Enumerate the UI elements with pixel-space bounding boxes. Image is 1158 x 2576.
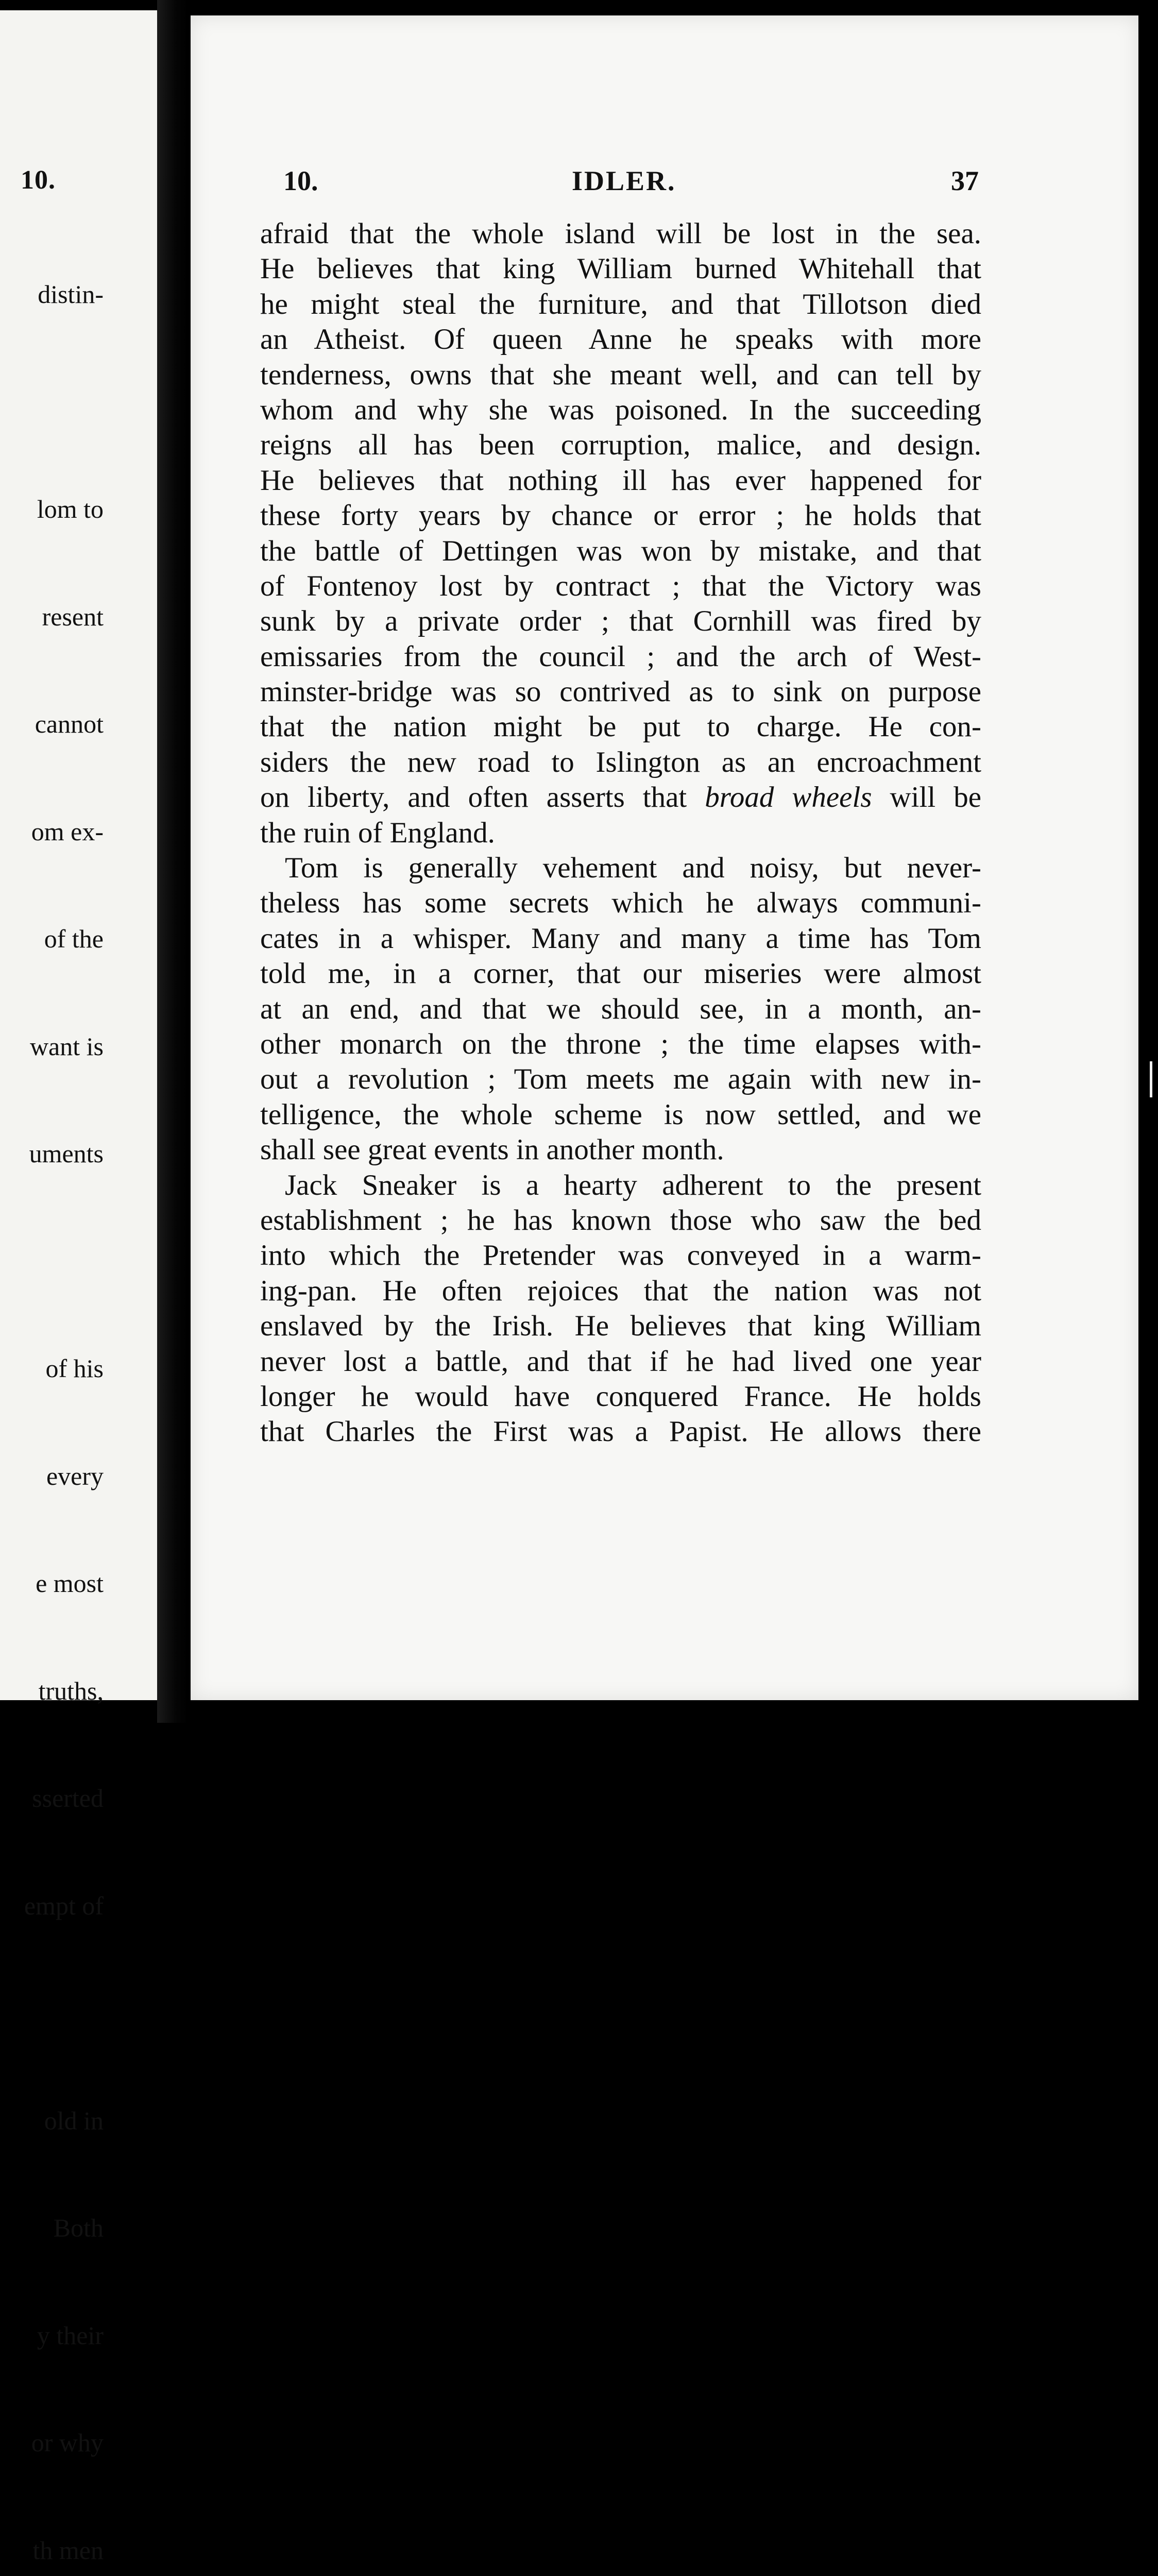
text-line (14, 1995, 104, 2031)
text-line: that the nation might be put to charge. He con- (260, 710, 981, 743)
text-line: om ex- (31, 817, 104, 846)
text-line: sunk by a private order ; that Cornhill was fired by (260, 605, 981, 638)
text-line: empt of (24, 1891, 104, 1920)
text-line: He believes that king William burned Whitehall that (260, 252, 981, 285)
text-line: an Atheist. Of queen Anne he speaks with more (260, 323, 981, 356)
page-body (260, 216, 981, 1450)
text-line: shall see great events in another month. (260, 1133, 724, 1166)
text-line: at an end, and that we should see, in a month, an- (260, 992, 981, 1025)
text-line (14, 384, 104, 420)
running-title: IDLER. (572, 165, 676, 196)
text-line: telligence, the whole scheme is now settled, and we (260, 1098, 981, 1131)
text-line: longer he would have conquered France. He holds (260, 1380, 981, 1413)
previous-page-text (14, 205, 104, 2576)
scan-artifact (1150, 1061, 1152, 1097)
book-gutter (157, 0, 188, 1723)
text-line: e most (36, 1569, 104, 1598)
text-line-with-italics (260, 780, 981, 815)
text-line: theless has some secrets which he always communi- (260, 887, 981, 920)
text-line: th men (32, 2535, 104, 2565)
text-line: reigns all has been corruption, malice, and design. (260, 429, 981, 462)
text-line: y their (37, 2320, 104, 2350)
text-line: afraid that the whole island will be lost in the sea. (260, 217, 981, 250)
text-line: cannot (35, 709, 104, 738)
text-line: the battle of Dettingen was won by mistake, and that (260, 534, 981, 567)
text-line: Tom is generally vehement and noisy, but never- (285, 852, 981, 885)
text-line: establishment ; he has known those who saw the bed (260, 1204, 981, 1236)
text-line: of his (45, 1354, 104, 1383)
text-line: these forty years by chance or error ; he holds that (260, 499, 981, 532)
text-line: of the (44, 924, 104, 953)
italic-phrase: broad wheels (705, 781, 872, 814)
text-line: of Fontenoy lost by contract ; that the Victory was (260, 569, 981, 602)
previous-page-number: 10. (21, 165, 56, 195)
previous-page (0, 10, 157, 2565)
text-line: cates in a whisper. Many and many a time has Tom (260, 922, 981, 955)
line-text: on liberty, and often asserts that (260, 781, 687, 814)
text-line: Jack Sneaker is a hearty adherent to the present (285, 1168, 981, 1201)
text-line: the ruin of England. (260, 816, 495, 849)
text-line: into which the Pretender was conveyed in a warm- (260, 1239, 981, 1272)
text-line: He believes that nothing ill has ever happened for (260, 464, 981, 497)
text-line: truths, (38, 1676, 104, 1705)
text-line: sserted (32, 1784, 104, 1812)
text-line (14, 1244, 104, 1280)
text-line: emissaries from the council ; and the arch of West- (260, 640, 981, 673)
page-number: 37 (951, 165, 979, 196)
section-number: 10. (283, 165, 318, 196)
text-line: want is (29, 1031, 104, 1061)
text-line: never lost a battle, and that if he had lived one year (260, 1345, 981, 1378)
text-line: old in (44, 2106, 104, 2135)
text-line: resent (42, 602, 104, 631)
text-line: minster-bridge was so contrived as to sink on purpose (260, 675, 981, 708)
text-line: told me, in a corner, that our miseries were almost (260, 957, 981, 990)
text-line: distin- (38, 280, 104, 309)
text-line: Both (53, 2213, 104, 2242)
text-line: other monarch on the throne ; the time elapses with- (260, 1027, 981, 1060)
text-line: enslaved by the Irish. He believes that king William (260, 1310, 981, 1343)
text-line: that Charles the First was a Papist. He allows there (260, 1415, 981, 1448)
running-head (283, 165, 979, 206)
text-line: tenderness, owns that she meant well, and can tell by (260, 358, 981, 391)
text-line: uments (29, 1139, 104, 1168)
text-line: lom to (37, 495, 104, 523)
line-text: will be (890, 781, 981, 814)
text-line: or why (31, 2428, 104, 2457)
text-line: every (46, 1461, 104, 1490)
text-line: whom and why she was poisoned. In the succeeding (260, 393, 981, 426)
text-line: he might steal the furniture, and that Tillotson died (260, 287, 981, 320)
text-line: siders the new road to Islington as an encroachment (260, 745, 981, 778)
text-line: ing-pan. He often rejoices that the nation was not (260, 1274, 981, 1307)
text-line: out a revolution ; Tom meets me again with new in- (260, 1063, 981, 1096)
